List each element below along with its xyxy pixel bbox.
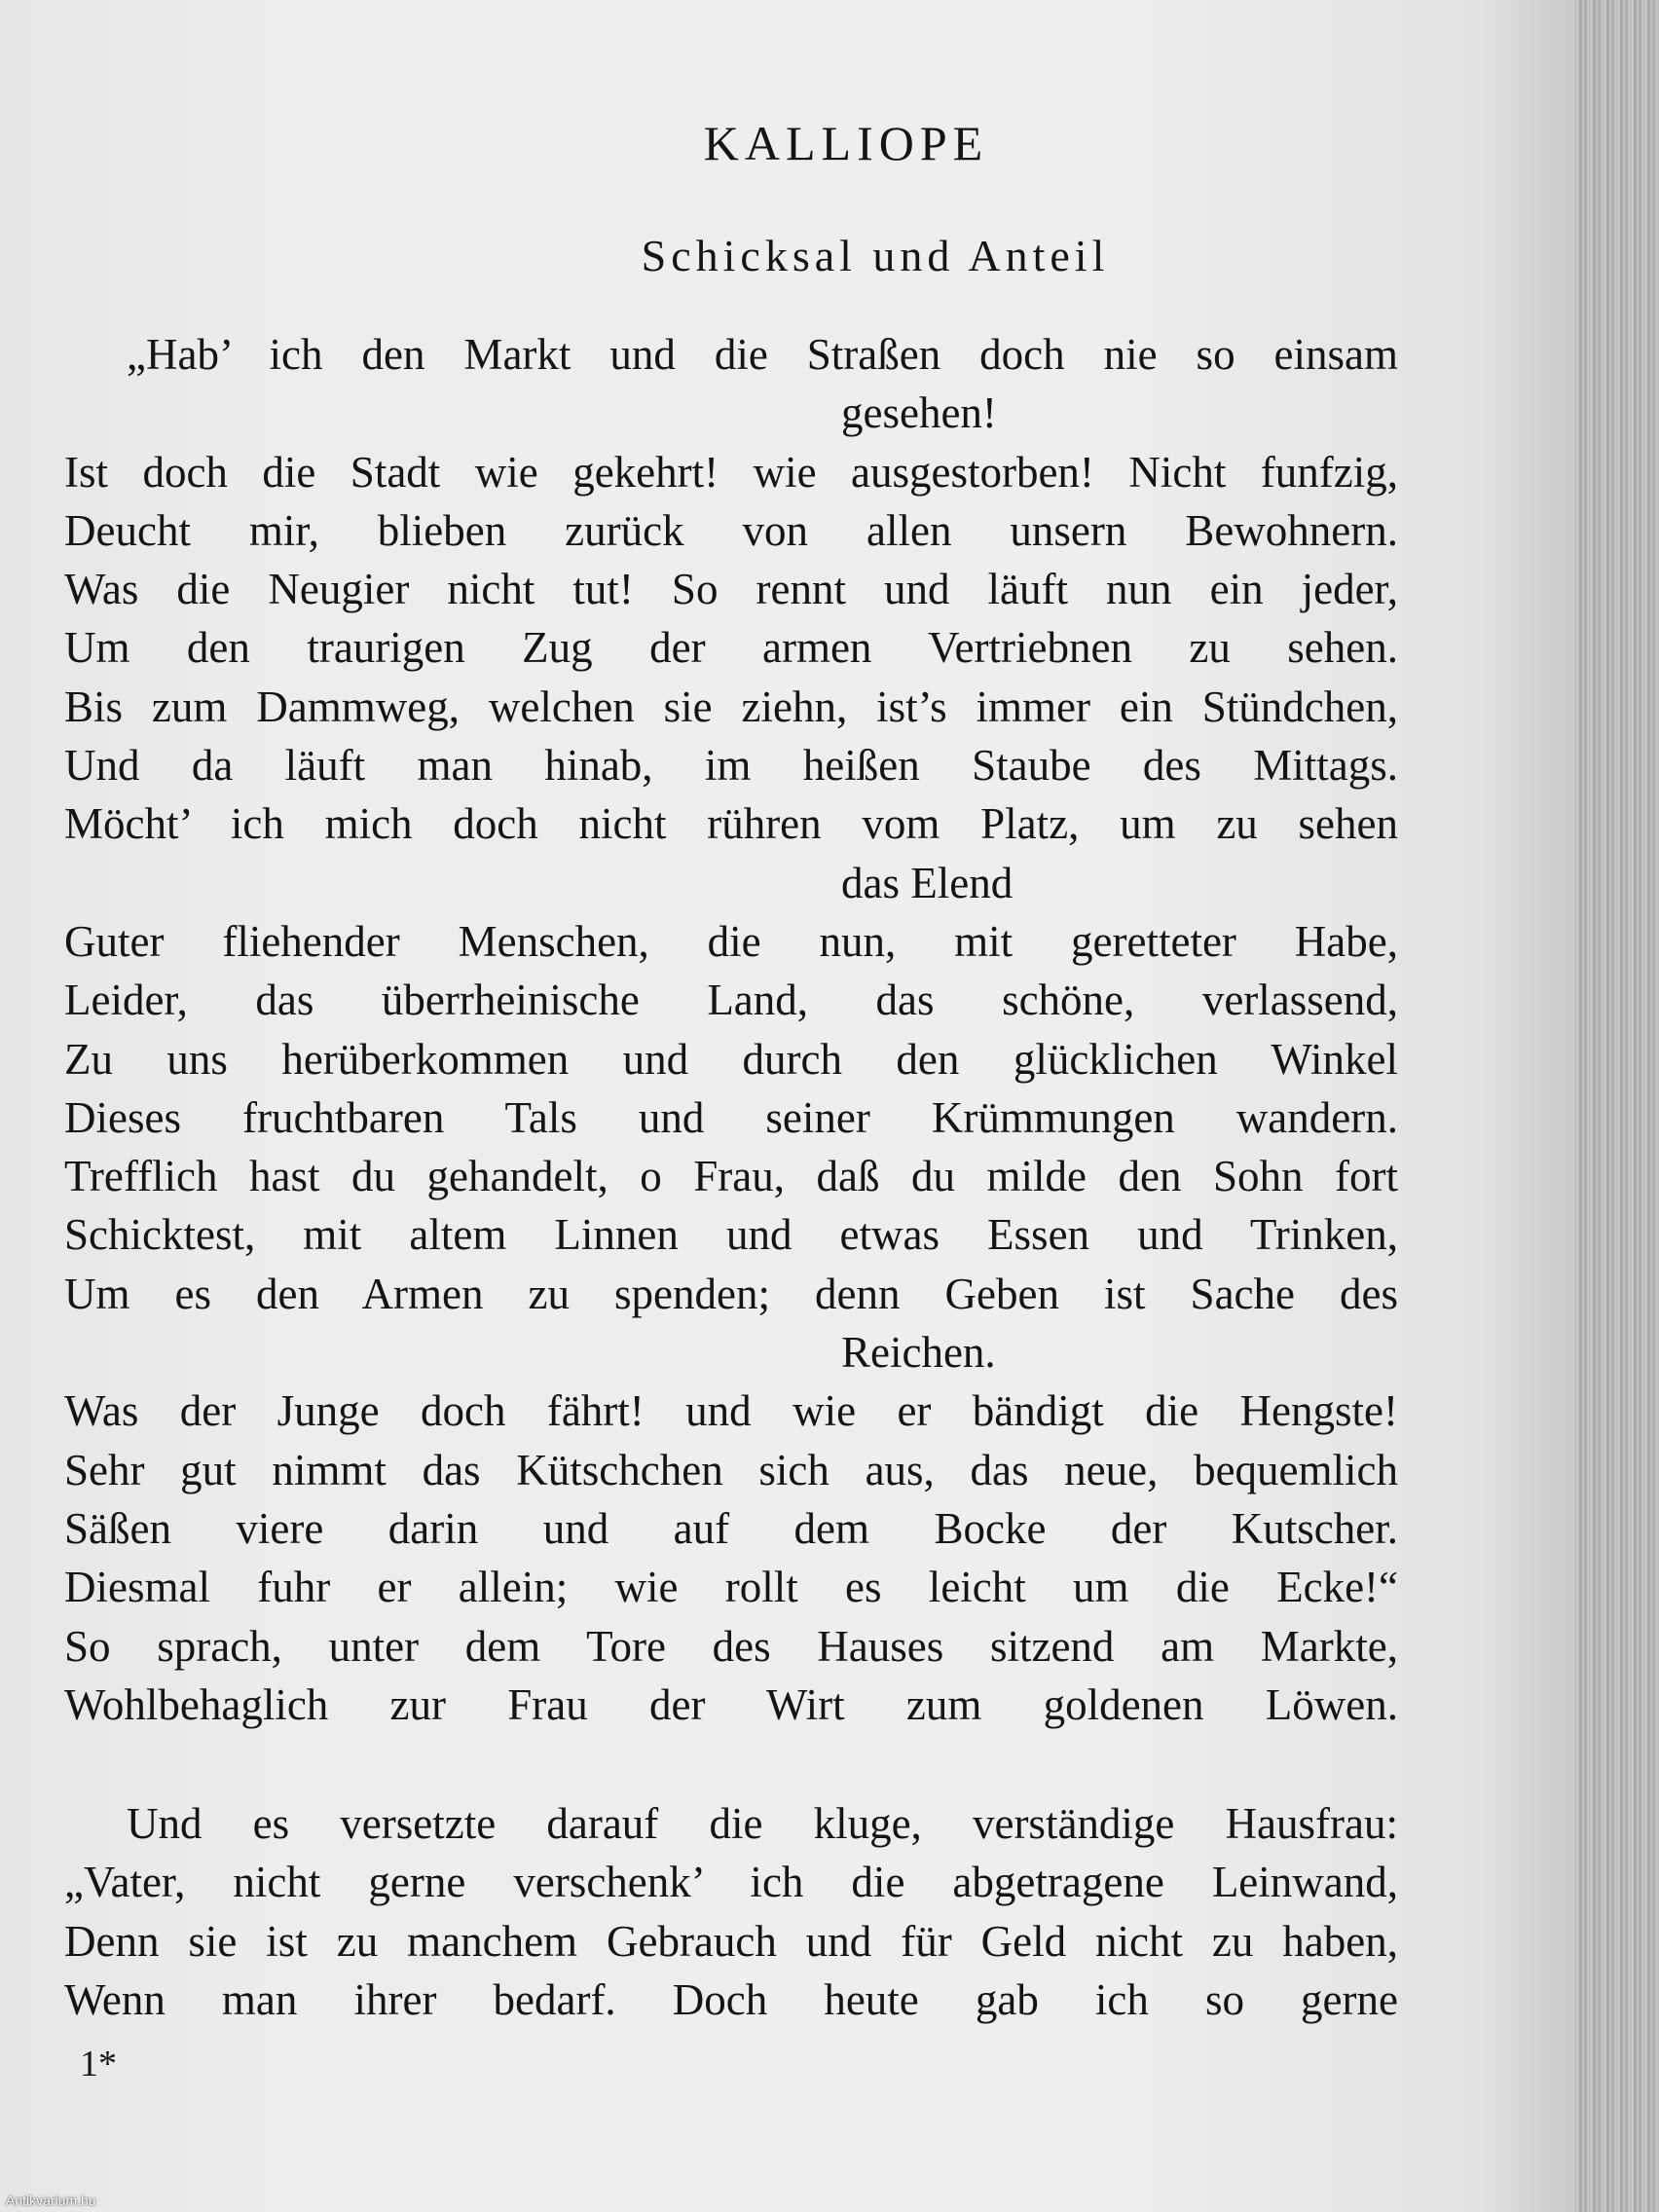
verse-line: Wenn man ihrer bedarf. Doch heute gab ich so gerne bbox=[64, 1975, 1398, 2025]
verse-line: Was der Junge doch fährt! und wie er bändigt die Hengste! bbox=[64, 1386, 1398, 1436]
verse-line: Deucht mir, blieben zurück von allen unsern Bewohnern. bbox=[64, 505, 1398, 555]
verse-line: Bis zum Dammweg, welchen sie ziehn, ist’s immer ein Stündchen, bbox=[64, 682, 1398, 731]
verse-line: Und da läuft man hinab, im heißen Staube des Mittags. bbox=[64, 741, 1398, 791]
verse-line: „Hab’ ich den Markt und die Straßen doch nie so einsam bbox=[127, 330, 1398, 379]
stanza-gap bbox=[64, 1734, 1398, 1794]
section-title: KALLIOPE bbox=[703, 116, 989, 170]
verse-line: Sehr gut nimmt das Kütschchen sich aus, das neue, bequemlich bbox=[64, 1445, 1398, 1494]
verse-line: Um es den Armen zu spenden; denn Geben ist Sache des bbox=[64, 1269, 1398, 1318]
verse-line: Dieses fruchtbaren Tals und seiner Krümmungen wandern. bbox=[64, 1092, 1398, 1142]
verse-line: Was die Neugier nicht tut! So rennt und läuft nun ein jeder, bbox=[64, 565, 1398, 614]
poem-body bbox=[64, 325, 1398, 2029]
verse-line: „Vater, nicht gerne verschenk’ ich die abgetragene Leinwand, bbox=[64, 1858, 1398, 1907]
poem-title: Schicksal und Anteil bbox=[641, 231, 1110, 280]
verse-line: Guter fliehender Menschen, die nun, mit geretteter Habe, bbox=[64, 916, 1398, 966]
verse-line: Und es versetzte darauf die kluge, verständige Hausfrau: bbox=[127, 1799, 1398, 1849]
verse-line: Diesmal fuhr er allein; wie rollt es leicht um die Ecke!“ bbox=[64, 1563, 1398, 1612]
verse-line: Trefflich hast du gehandelt, o Frau, daß du milde den Sohn fort bbox=[64, 1152, 1398, 1201]
verse-line: Um den traurigen Zug der armen Vertriebnen zu sehen. bbox=[64, 623, 1398, 673]
page-signature: 1* bbox=[80, 2044, 117, 2084]
verse-line: Zu uns herüberkommen und durch den glücklichen Winkel bbox=[64, 1034, 1398, 1084]
verse-line: Säßen viere darin und auf dem Bocke der Kutscher. bbox=[64, 1503, 1398, 1553]
page-edge bbox=[1575, 0, 1659, 2212]
verse-line: Schicktest, mit altem Linnen und etwas Essen und Trinken, bbox=[64, 1210, 1398, 1260]
verse-line: Möcht’ ich mich doch nicht rühren vom Platz, um zu sehen bbox=[64, 799, 1398, 849]
verse-line-continuation: gesehen! bbox=[841, 388, 997, 438]
verse-line: Wohlbehaglich zur Frau der Wirt zum goldenen Löwen. bbox=[64, 1679, 1398, 1729]
verse-line: Leider, das überrheinische Land, das schöne, verlassend, bbox=[64, 976, 1398, 1025]
watermark: Antikvarium.hu bbox=[6, 2193, 96, 2208]
verse-line: Denn sie ist zu manchem Gebrauch und für Geld nicht zu haben, bbox=[64, 1916, 1398, 1966]
verse-line-continuation: das Elend bbox=[841, 858, 1014, 907]
verse-line: So sprach, unter dem Tore des Hauses sitzend am Markte, bbox=[64, 1621, 1398, 1671]
verse-line: Ist doch die Stadt wie gekehrt! wie ausgestorben! Nicht funfzig, bbox=[64, 447, 1398, 497]
verse-line-continuation: Reichen. bbox=[841, 1328, 996, 1378]
